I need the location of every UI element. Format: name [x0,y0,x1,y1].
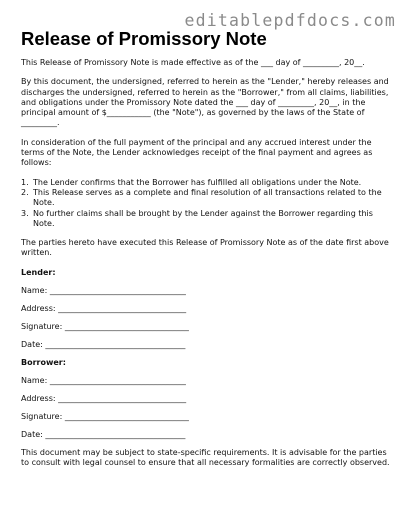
disclaimer-paragraph: This document may be subject to state-specific requirements. It is advisable for the parties to consult with legal counsel to ensure that all necessary formalities are correctly observed. [21,447,390,468]
intro-paragraph: This Release of Promissory Note is made effective as of the ___ day of _________, 20__. [21,58,365,67]
borrower-name-field[interactable]: Name: __________________________________ [21,375,186,385]
list-text: No further claims shall be brought by the Lender against the Borrower regarding this Note. [33,208,373,228]
lender-address-field[interactable]: Address: ________________________________ [21,303,187,313]
consideration-paragraph: In consideration of the full payment of the principal and any accrued interest under the terms of the Note, the Lender acknowledges receipt of the final payment and agrees as follows: [21,137,373,168]
list-number: 2. [21,187,29,197]
document-page [21,29,395,477]
executed-paragraph: The parties hereto have executed this Release of Promissory Note as of the date first above written. [21,238,389,258]
list-text: The Lender confirms that the Borrower has fulfilled all obligations under the Note. [33,177,362,187]
list-item [21,188,395,209]
list-item [21,178,395,188]
borrower-date-field[interactable]: Date: ___________________________________ [21,429,186,439]
release-paragraph: By this document, the undersigned, referred to herein as the "Lender," hereby releases and discharges the undersigned, referred to herein as the "Borrower," from all claims, liabilities, and obligations under the Promissory Note dated the ___ day of _________, 20__, in the principal amount of $___________ (the "Note"), as governed by the laws of the State of _________. [21,77,389,128]
watermark: editablepdfdocs.com [184,11,396,30]
lender-section [21,268,395,350]
document-title: Release of Promissory Note [21,28,267,49]
borrower-signature-field[interactable]: Signature: _______________________________ [21,411,189,421]
list-item [21,209,395,230]
list-number: 1. [21,177,29,187]
lender-label: Lender: [21,267,56,277]
lender-name-field[interactable]: Name: __________________________________ [21,285,186,295]
borrower-address-field[interactable]: Address: ________________________________ [21,393,187,403]
borrower-label: Borrower: [21,357,66,367]
borrower-section [21,358,395,440]
list-number: 3. [21,208,29,218]
lender-date-field[interactable]: Date: ___________________________________ [21,339,186,349]
lender-signature-field[interactable]: Signature: _______________________________ [21,321,189,331]
terms-list [21,178,395,229]
list-text: This Release serves as a complete and final resolution of all transactions related to the Note. [33,187,382,208]
